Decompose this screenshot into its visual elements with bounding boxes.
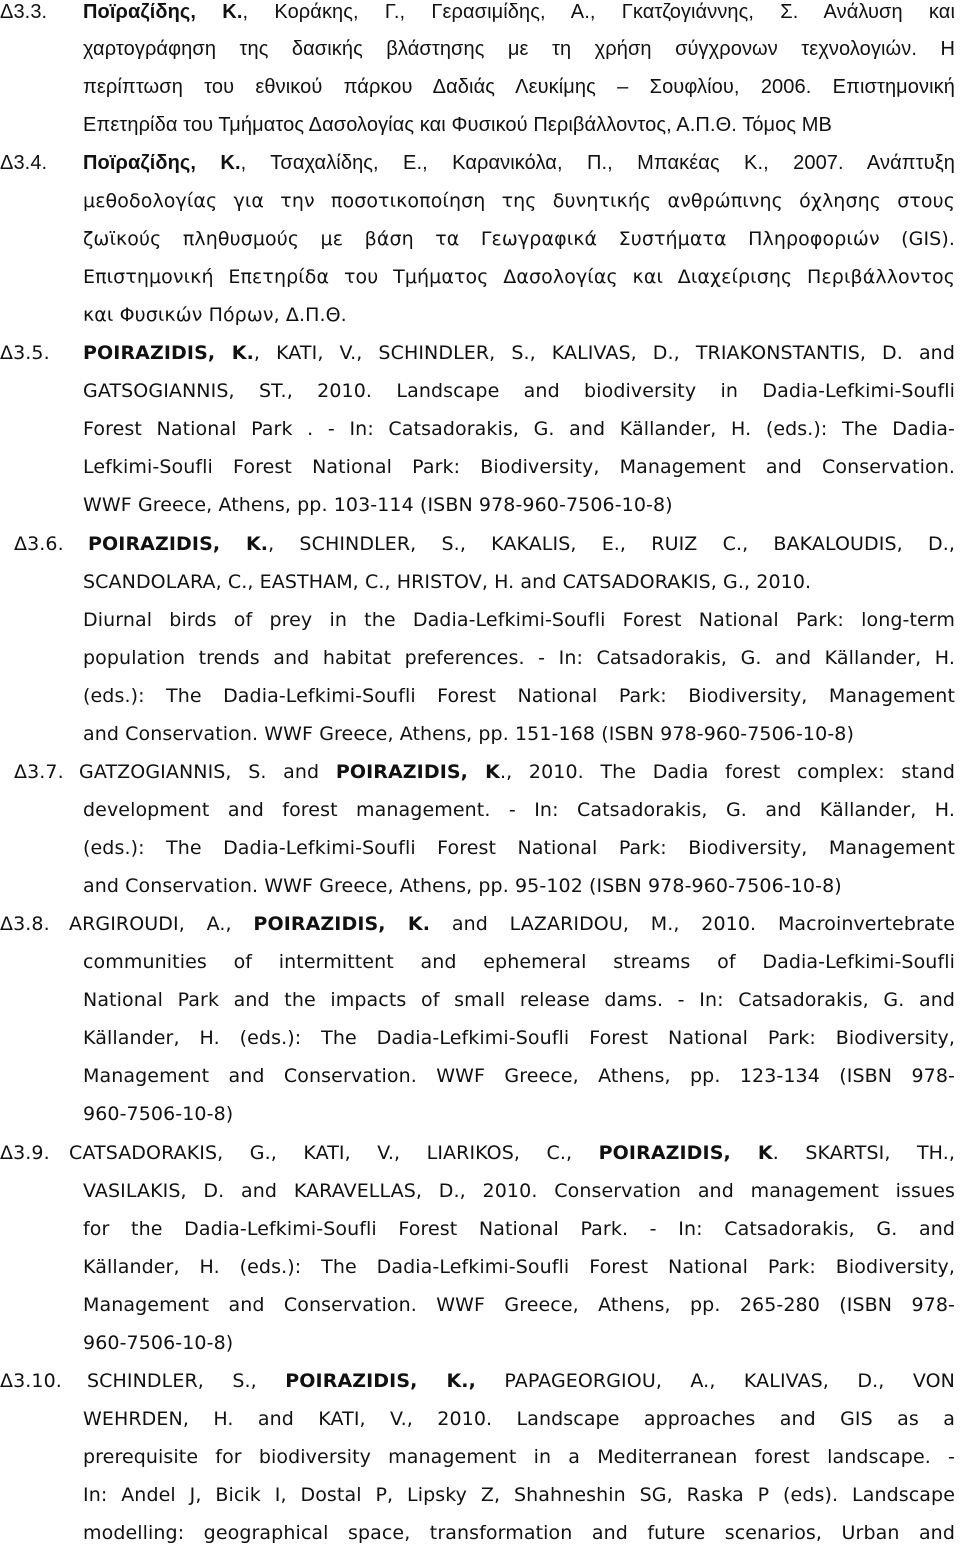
reference-line: Lefkimi-Soufli Forest National Park: Biodiversity, Management and Conservation.: [83, 456, 955, 478]
reference-line: και Φυσικών Πόρων, Δ.Π.Θ.: [83, 304, 347, 326]
reference-line: In: Andel J, Bicik I, Dostal P, Lipsky Z, Shahneshin SG, Raska P (eds). Landscape: [83, 1484, 955, 1506]
reference-line: 960-7506-10-8): [83, 1332, 234, 1354]
reference-line: 960-7506-10-8): [83, 1103, 234, 1125]
reference-number: Δ3.9.: [0, 1142, 50, 1164]
reference-line: Forest National Park . - In: Catsadorakis, G. and Källander, H. (eds.): The Dadia-: [83, 418, 955, 440]
reference-number: Δ3.8.: [0, 913, 50, 935]
author-highlight: POIRAZIDIS, K: [335, 761, 501, 783]
reference-line: Επετηρίδα του Τμήματος Δασολογίας και Φυσικού Περιβάλλοντος, Α.Π.Θ. Τόμος ΜΒ: [83, 114, 832, 136]
reference-line: μεθοδολογίας για την ποσοτικοποίηση της δυνητικής ανθρώπινης όχλησης στους: [83, 190, 955, 212]
reference-number: Δ3.3.: [0, 1, 48, 23]
author-highlight: Ποϊραζίδης, Κ.: [83, 1, 243, 23]
reference-line: Management and Conservation. WWF Greece, Athens, pp. 123-134 (ISBN 978-: [83, 1065, 955, 1087]
reference-line: WEHRDEN, H. and KATI, V., 2010. Landscape approaches and GIS as a: [83, 1408, 955, 1430]
reference-line: GATSOGIANNIS, ST., 2010. Landscape and biodiversity in Dadia-Lefkimi-Soufli: [83, 380, 955, 402]
reference-line: modelling: geographical space, transformation and future scenarios, Urban and: [83, 1522, 955, 1544]
reference-line: WWF Greece, Athens, pp. 103-114 (ISBN 978-960-7506-10-8): [83, 494, 673, 516]
reference-line: National Park and the impacts of small release dams. - In: Catsadorakis, G. and: [83, 989, 955, 1011]
reference-line: Källander, H. (eds.): The Dadia-Lefkimi-Soufli Forest National Park: Biodiversity,: [83, 1256, 955, 1278]
reference-line: περίπτωση του εθνικού πάρκου Δαδιάς Λευκίμης – Σουφλίου, 2006. Επιστημονική: [83, 76, 955, 98]
reference-line: Management and Conservation. WWF Greece, Athens, pp. 265-280 (ISBN 978-: [83, 1294, 955, 1316]
author-highlight: Ποϊραζίδης, Κ.: [83, 152, 241, 174]
reference-line: Ποϊραζίδης, Κ., Τσαχαλίδης, Ε., Καρανικόλα, Π., Μπακέας Κ., 2007. Ανάπτυξη: [83, 152, 955, 174]
reference-number: Δ3.5.: [0, 342, 50, 364]
reference-line: Ποϊραζίδης, Κ., Κοράκης, Γ., Γερασιμίδης, Α., Γκατζογιάννης, Σ. Ανάλυση και: [83, 1, 955, 23]
reference-number: Δ3.7.: [14, 761, 64, 783]
reference-number: Δ3.6.: [14, 533, 64, 555]
reference-line: communities of intermittent and ephemeral streams of Dadia-Lefkimi-Soufli: [83, 951, 955, 973]
reference-line: (eds.): The Dadia-Lefkimi-Soufli Forest National Park: Biodiversity, Management: [83, 837, 955, 859]
reference-line: and Conservation. WWF Greece, Athens, pp. 151-168 (ISBN 978-960-7506-10-8): [83, 723, 854, 745]
reference-line: population trends and habitat preferences. - In: Catsadorakis, G. and Källander, H.: [83, 647, 955, 669]
reference-line: POIRAZIDIS, K., KATI, V., SCHINDLER, S., KALIVAS, D., TRIAKONSTANTIS, D. and: [83, 342, 955, 364]
reference-line: VASILAKIS, D. and KARAVELLAS, D., 2010. Conservation and management issues: [83, 1180, 955, 1202]
reference-line: CATSADORAKIS, G., KATI, V., LIARIKOS, C., POIRAZIDIS, K. SKARTSI, TH.,: [69, 1142, 955, 1164]
reference-line: SCHINDLER, S., POIRAZIDIS, K., PAPAGEORGIOU, A., KALIVAS, D., VON: [87, 1370, 955, 1392]
author-highlight: POIRAZIDIS, K: [598, 1142, 773, 1164]
reference-line: ARGIROUDI, A., POIRAZIDIS, K. and LAZARIDOU, M., 2010. Macroinvertebrate: [69, 913, 956, 935]
reference-line: χαρτογράφηση της δασικής βλάστησης με τη χρήση σύγχρονων τεχνολογιών. Η: [83, 38, 955, 60]
author-highlight: POIRAZIDIS, K.: [253, 913, 431, 935]
author-highlight: POIRAZIDIS, K.: [83, 342, 254, 364]
reference-number: Δ3.4.: [0, 152, 48, 174]
author-highlight: POIRAZIDIS, K.: [88, 533, 269, 555]
reference-line: GATZOGIANNIS, S. and POIRAZIDIS, K., 2010. The Dadia forest complex: stand: [79, 761, 956, 783]
reference-line: prerequisite for biodiversity management in a Mediterranean forest landscape. -: [83, 1446, 955, 1468]
reference-line: and Conservation. WWF Greece, Athens, pp. 95-102 (ISBN 978-960-7506-10-8): [83, 875, 842, 897]
reference-line: Källander, H. (eds.): The Dadia-Lefkimi-Soufli Forest National Park: Biodiversity,: [83, 1027, 955, 1049]
reference-line: development and forest management. - In: Catsadorakis, G. and Källander, H.: [83, 799, 955, 821]
reference-line: for the Dadia-Lefkimi-Soufli Forest National Park. - In: Catsadorakis, G. and: [83, 1218, 955, 1240]
reference-line: SCANDOLARA, C., EASTHAM, C., HRISTOV, H. and CATSADORAKIS, G., 2010.: [83, 571, 812, 593]
author-highlight: POIRAZIDIS, K.,: [285, 1370, 476, 1392]
reference-line: (eds.): The Dadia-Lefkimi-Soufli Forest National Park: Biodiversity, Management: [83, 685, 955, 707]
reference-line: Επιστημονική Επετηρίδα του Τμήματος Δασολογίας και Διαχείρισης Περιβάλλοντος: [83, 266, 955, 288]
reference-line: Diurnal birds of prey in the Dadia-Lefkimi-Soufli Forest National Park: long-term: [83, 609, 955, 631]
reference-number: Δ3.10.: [0, 1370, 62, 1392]
reference-line: POIRAZIDIS, K., SCHINDLER, S., KAKALIS, E., RUIZ C., BAKALOUDIS, D.,: [88, 533, 956, 555]
reference-line: ζωϊκούς πληθυσμούς με βάση τα Γεωγραφικά Συστήματα Πληροφοριών (GIS).: [83, 228, 955, 250]
